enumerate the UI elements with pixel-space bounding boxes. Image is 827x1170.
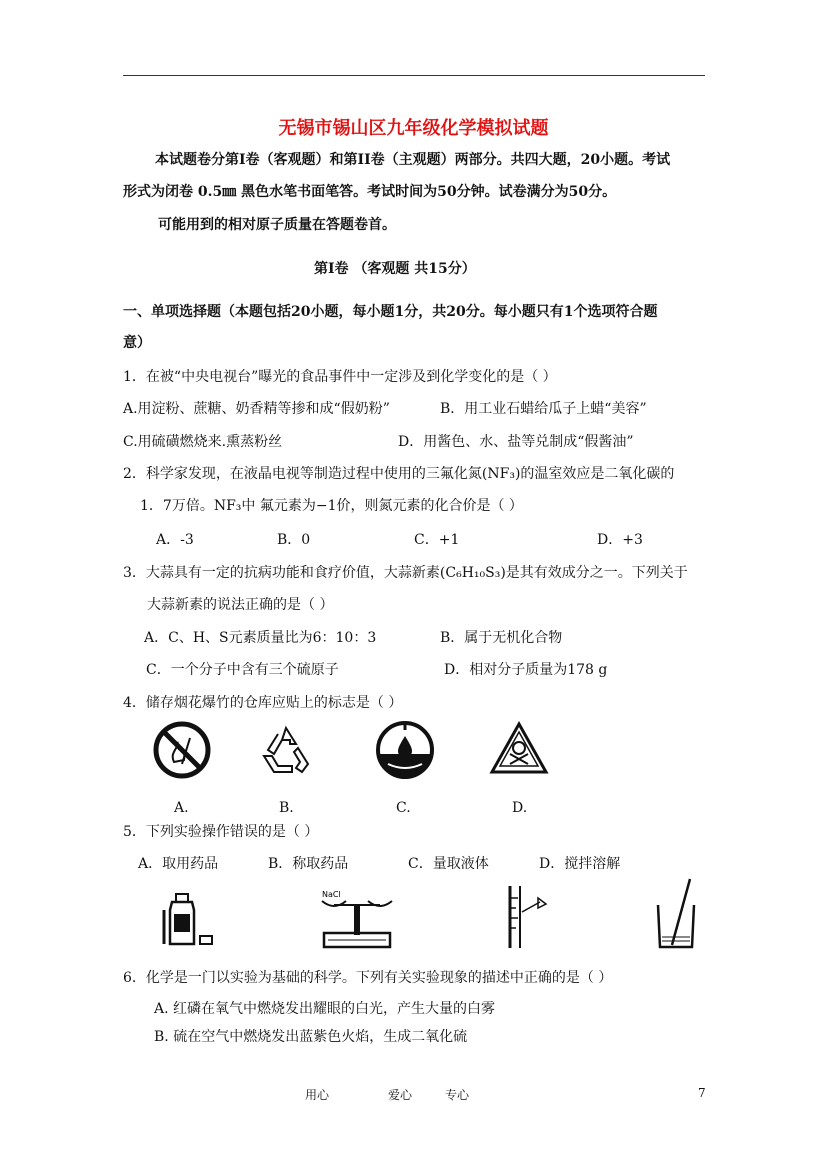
q2-option-d: D．+3 [597,532,643,548]
q4-label-b: B. [279,800,294,816]
no-fire-icon [152,720,212,780]
graduated-cylinder-icon [498,882,558,952]
q5-stem: 5．下列实验操作错误的是（ ） [123,824,319,840]
q1-option-a: A.用淀粉、蔗糖、奶香精等掺和成“假奶粉” [123,401,390,417]
footer-word-3: 专心 [445,1088,470,1102]
q5-option-d: D．搅拌溶解 [539,856,621,872]
q4-label-d: D. [512,800,528,816]
q2-line1: 2．科学家发现，在液晶电视等制造过程中使用的三氟化氮(NF₃)的温室效应是二氧化碳的 [123,466,675,482]
header-rule [123,75,705,76]
q3-line2: 大蒜新素的说法正确的是（ ） [147,597,334,613]
page-title: 无锡市锡山区九年级化学模拟试题 [278,118,549,139]
q5-option-c: C．量取液体 [408,856,489,872]
part1-heading-line2: 意） [123,335,151,351]
q3-option-c: C．一个分子中含有三个硫原子 [146,662,339,678]
footer-word-1: 用心 [305,1088,330,1102]
part1-heading-line1: 一、单项选择题（本题包括20小题，每小题1分，共20分。每小题只有1个选项符合题 [123,304,658,320]
recycle-icon [256,722,316,778]
q2-line2: 1．7万倍。NF₃中 氟元素为−1价，则氮元素的化合价是（ ） [140,498,523,514]
q3-option-b: B．属于无机化合物 [440,630,563,646]
q5-option-b: B．称取药品 [268,856,349,872]
reagent-bottle-icon [158,880,218,950]
footer-word-2: 爱心 [388,1088,413,1102]
intro-line-1: 本试题卷分第Ⅰ卷（客观题）和第II卷（主观题）两部分。共四大题，20小题。考试 [155,152,671,168]
page-number: 7 [698,1086,706,1100]
q1-option-c: C.用硫磺燃烧来.熏蒸粉丝 [123,434,283,450]
q4-label-a: A. [174,800,189,816]
nacl-label: NaCl [322,890,341,899]
q1-option-b: B．用工业石蜡给瓜子上蜡“美容” [440,401,647,417]
q3-option-d: D．相对分子质量为178 g [444,662,608,678]
q6-stem: 6．化学是一门以实验为基础的科学。下列有关实验现象的描述中正确的是（ ） [123,970,613,986]
section-heading: 第Ⅰ卷 （客观题 共15分） [314,261,476,277]
q4-label-c: C. [396,800,411,816]
q1-stem: 1．在被“中央电视台”曝光的食品事件中一定涉及到化学变化的是（ ） [123,369,557,385]
toxic-icon [488,720,550,776]
q1-option-d: D．用酱色、水、盐等兑制成“假酱油” [398,434,634,450]
balance-scale-icon [318,885,398,951]
q6-option-a: A. 红磷在氧气中燃烧发出耀眼的白光，产生大量的白雾 [154,1001,496,1017]
intro-line-2: 形式为闭卷 0.5㎜ 黑色水笔书面笔答。考试时间为50分钟。试卷满分为50分。 [123,184,617,200]
q5-option-a: A．取用药品 [138,856,219,872]
q2-option-a: A．-3 [156,532,194,548]
q4-stem: 4．储存烟花爆竹的仓库应贴上的标志是（ ） [123,695,403,711]
q3-line1: 3．大蒜具有一定的抗病功能和食疗价值，大蒜新素(C₆H₁₀S₃)是其有效成分之一。下列关于 [123,565,688,581]
q6-option-b: B. 硫在空气中燃烧发出蓝紫色火焰，生成二氧化硫 [154,1029,468,1045]
q2-option-c: C．+1 [414,532,460,548]
q2-option-b: B．0 [277,532,311,548]
beaker-stirring-icon [652,875,702,951]
q3-option-a: A．C、H、S元素质量比为6：10：3 [144,630,377,646]
corrosive-icon [374,720,436,780]
intro-line-3: 可能用到的相对原子质量在答题卷首。 [158,217,396,233]
